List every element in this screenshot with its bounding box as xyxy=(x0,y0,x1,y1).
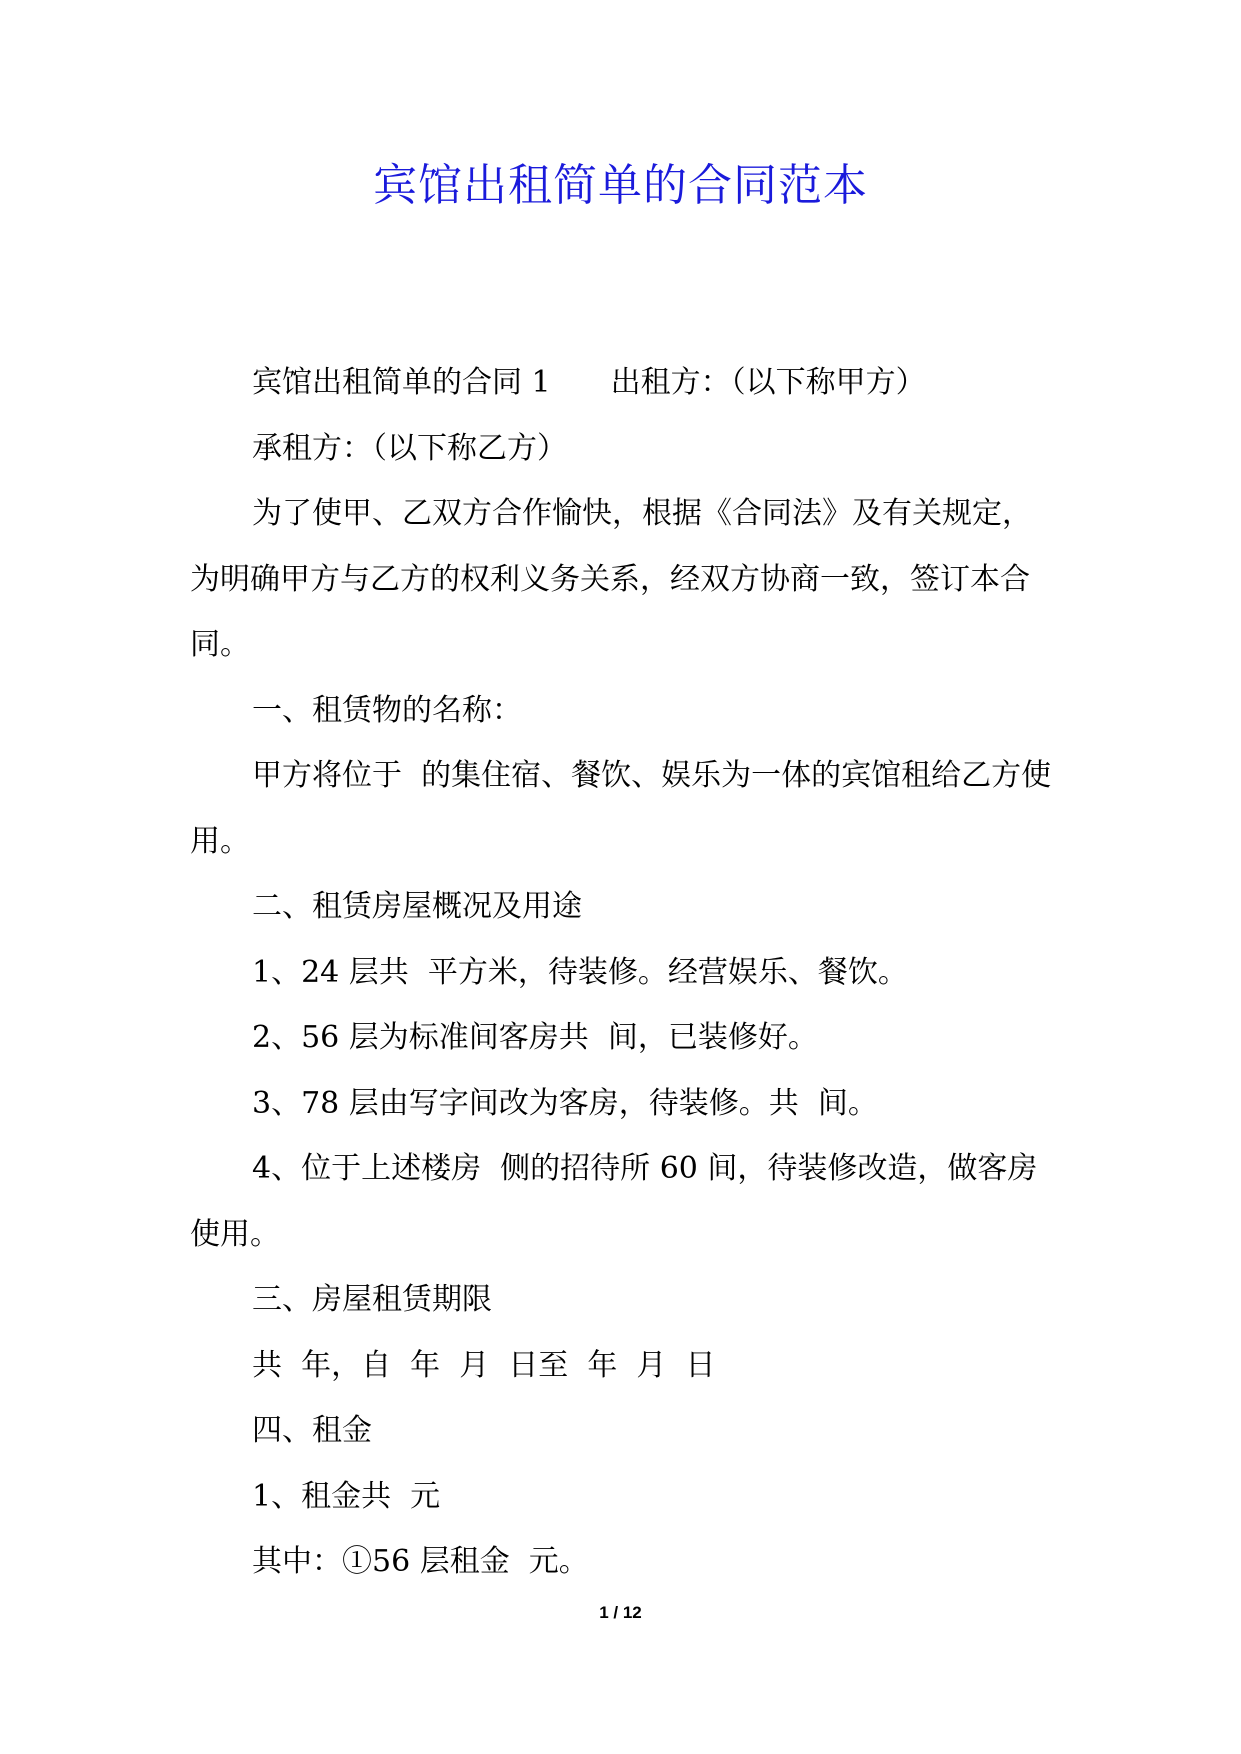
list-item: 2、56 层为标准间客房共 间，已装修好。 xyxy=(252,1020,818,1055)
list-item: 1、租金共 元 xyxy=(252,1478,441,1514)
section-heading-3: 三、房屋租赁期限 xyxy=(252,1282,492,1317)
list-item: 4、位于上述楼房 侧的招待所 60 间，待装修改造，做客房使用。 xyxy=(190,1151,1038,1252)
list-item: 3、78 层由写字间改为客房，待装修。共 间。 xyxy=(252,1085,878,1121)
page-title: 宾馆出租简单的合同范本 xyxy=(373,160,868,211)
section-heading-4: 四、租金 xyxy=(252,1413,372,1448)
paragraph-leased-object: 甲方将位于 的集住宿、餐饮、娱乐为一体的宾馆租给乙方使用。 xyxy=(190,758,1052,859)
paragraph-parties-lessor: 宾馆出租简单的合同 1 出租方：（以下称甲方） xyxy=(252,365,926,400)
page-number: 1 / 12 xyxy=(599,1603,642,1622)
paragraph-preamble: 为了使甲、乙双方合作愉快，根据《合同法》及有关规定，为明确甲方与乙方的权利义务关系，经双方协商一致，签订本合同。 xyxy=(190,496,1032,662)
section-heading-1: 一、租赁物的名称： xyxy=(252,692,522,728)
section-heading-2: 二、租赁房屋概况及用途 xyxy=(252,889,582,924)
list-item: 1、24 层共 平方米，待装修。经营娱乐、餐饮。 xyxy=(252,954,908,990)
paragraph-lease-term: 共 年，自 年 月 日至 年 月 日 xyxy=(252,1347,716,1383)
list-item: 其中：①56 层租金 元。 xyxy=(252,1544,589,1579)
paragraph-parties-lessee: 承租方：（以下称乙方） xyxy=(252,430,567,466)
document-body xyxy=(190,350,1060,1595)
